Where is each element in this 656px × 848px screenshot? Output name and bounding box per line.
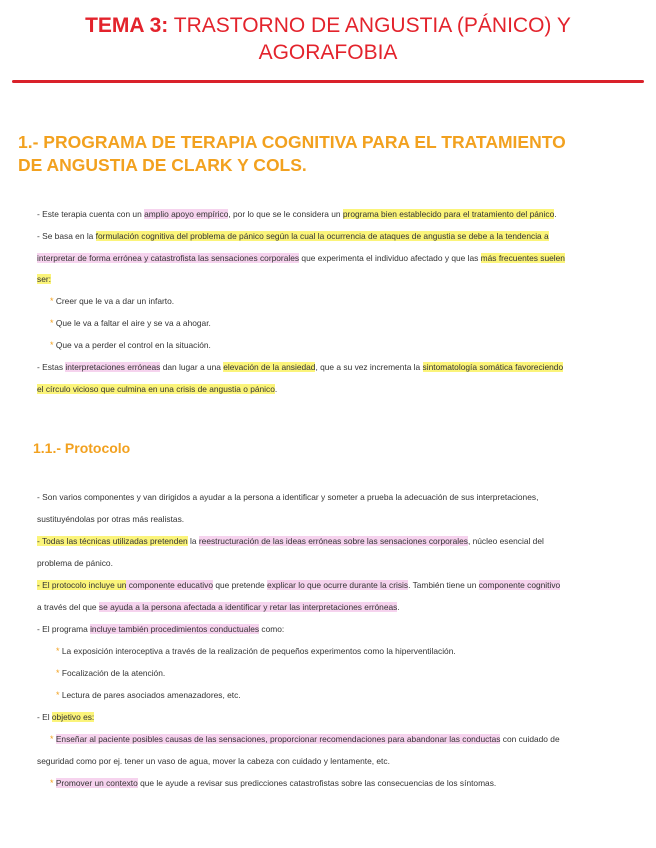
- paragraph-techniques-line-2: problema de pánico.: [37, 558, 113, 568]
- objective-teach-line-2: seguridad como por ej. tener un vaso de agua, mover la cabeza con cuidado y lentamente, etc.: [37, 756, 390, 766]
- paragraph-erroneous-interpretations-line-2: el círculo vicioso que culmina en una crisis de angustia o pánico.: [37, 384, 278, 394]
- section-1-heading: 1.- PROGRAMA DE TERAPIA COGNITIVA PARA EL TRATAMIENTO DE ANGUSTIA DE CLARK Y COLS.: [18, 132, 566, 175]
- star-bullet-icon: *: [50, 340, 54, 350]
- paragraph-cognitive-formulation-line-3: ser:: [37, 274, 51, 284]
- paragraph-cognitive-formulation-line-2: interpretar de forma errónea y catastrofista las sensaciones corporales que experimenta el individuo afectado y que las más frecuentes suelen: [37, 253, 565, 263]
- bullet-attention: * Focalización de la atención.: [56, 668, 166, 678]
- bullet-control: * Que va a perder el control en la situación.: [50, 340, 211, 350]
- paragraph-components-line-2: sustituyéndolas por otras más realistas.: [37, 514, 185, 524]
- objective-context: * Promover un contexto que le ayude a revisar sus predicciones catastrofistas sobre las consecuencias de los síntomas.: [50, 778, 497, 788]
- bullet-reading: * Lectura de pares asociados amenazadores, etc.: [56, 690, 241, 700]
- paragraph-behavioral: - El programa incluye también procedimientos conductuales como:: [37, 624, 285, 634]
- star-bullet-icon: *: [50, 318, 54, 328]
- star-bullet-icon: *: [56, 690, 60, 700]
- star-bullet-icon: *: [50, 778, 54, 788]
- title-divider: [12, 80, 644, 83]
- bullet-infarct: * Creer que le va a dar un infarto.: [50, 296, 175, 306]
- title-line-2: AGORAFOBIA: [258, 41, 398, 64]
- paragraph-protocol-line-2: a través del que se ayuda a la persona afectada a identificar y retar las interpretaciones erróneas.: [37, 602, 400, 612]
- star-bullet-icon: *: [56, 646, 60, 656]
- title-text: TRASTORNO DE ANGUSTIA (PÁNICO) Y: [168, 14, 571, 37]
- paragraph-techniques: - Todas las técnicas utilizadas pretenden la reestructuración de las ideas erróneas sobre las sensaciones corporales, núcleo esencial del: [37, 536, 544, 546]
- star-bullet-icon: *: [50, 296, 54, 306]
- paragraph-objective: - El objetivo es:: [37, 712, 95, 722]
- title-topic-number: TEMA 3:: [85, 14, 169, 37]
- page-title: [0, 12, 656, 66]
- bullet-interoceptive: * La exposición interoceptiva a través de la realización de pequeños experimentos como la hiperventilación.: [56, 646, 456, 656]
- bullet-air: * Que le va a faltar el aire y se va a ahogar.: [50, 318, 211, 328]
- objective-teach: * Enseñar al paciente posibles causas de las sensaciones, proporcionar recomendaciones para abandonar las conductas con cuidado de: [50, 734, 560, 744]
- paragraph-components: - Son varios componentes y van dirigidos a ayudar a la persona a identificar y someter a prueba la adecuación de sus interpretaciones,: [37, 492, 539, 502]
- star-bullet-icon: *: [56, 668, 60, 678]
- paragraph-cognitive-formulation: - Se basa en la formulación cognitiva del problema de pánico según la cual la ocurrencia de ataques de angustia se debe a la tendencia a: [37, 231, 549, 241]
- paragraph-erroneous-interpretations: - Estas interpretaciones erróneas dan lugar a una elevación de la ansiedad, que a su vez incrementa la sintomatología somática favoreciendo: [37, 362, 564, 372]
- paragraph-protocol: - El protocolo incluye un componente educativo que pretende explicar lo que ocurre durante la crisis. También tiene un componente cognitivo: [37, 580, 561, 590]
- star-bullet-icon: *: [50, 734, 54, 744]
- section-1-1-heading: 1.1.- Protocolo: [33, 440, 131, 456]
- paragraph-empirical-support: - Este terapia cuenta con un amplio apoyo empírico, por lo que se le considera un programa bien establecido para el tratamiento del pánico.: [37, 209, 557, 219]
